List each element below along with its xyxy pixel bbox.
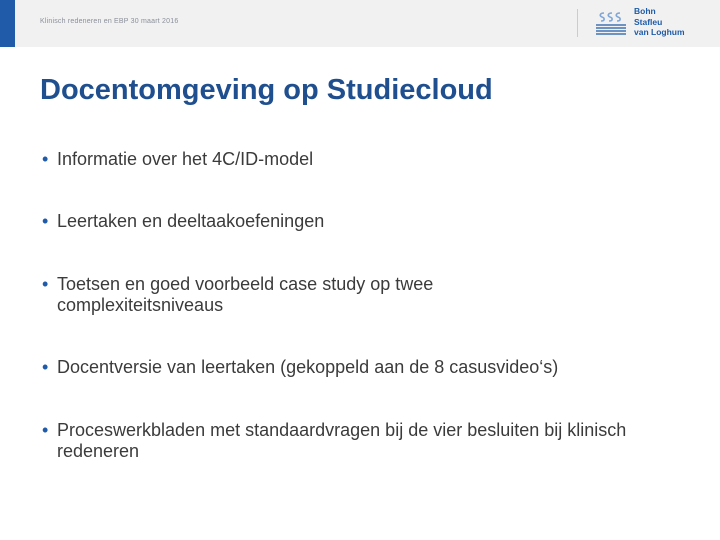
bullet-item <box>40 357 700 378</box>
bullet-text: Informatie over het 4C/ID-model <box>57 149 314 169</box>
header-text: Klinisch redeneren en EBP 30 maart 2016 <box>40 18 179 25</box>
bullet-item <box>40 274 560 316</box>
bullet-dot: • <box>42 149 49 169</box>
header-accent-bar <box>0 0 15 47</box>
logo-line: van Loghum <box>634 27 685 37</box>
bullet-text: Proceswerkbladen met standaardvragen bij de vier besluiten bij klinisch redeneren <box>57 420 627 461</box>
slide-title: Docentomgeving op Studiecloud <box>40 74 493 106</box>
bullet-dot: • <box>42 420 49 440</box>
slide-header <box>0 0 720 47</box>
sss-logo-icon <box>594 10 628 36</box>
logo-line: Stafleu <box>634 16 663 27</box>
bullet-item <box>40 149 700 170</box>
logo-line: Bohn <box>634 6 656 16</box>
header-divider <box>577 9 578 37</box>
bullet-item <box>40 211 700 232</box>
bullet-text: Leertaken en deeltaakoefeningen <box>57 211 325 231</box>
logo-wordmark <box>634 6 685 38</box>
bullet-dot: • <box>42 274 49 294</box>
bullet-text: Toetsen en goed voorbeeld case study op twee complexiteitsniveaus <box>57 274 434 315</box>
bullet-dot: • <box>42 357 49 377</box>
bullet-text: Docentversie van leertaken (gekoppeld aan de 8 casusvideo‘s) <box>57 357 559 377</box>
bullet-item <box>40 420 690 462</box>
bullet-dot: • <box>42 211 49 231</box>
publisher-logo <box>594 6 714 42</box>
